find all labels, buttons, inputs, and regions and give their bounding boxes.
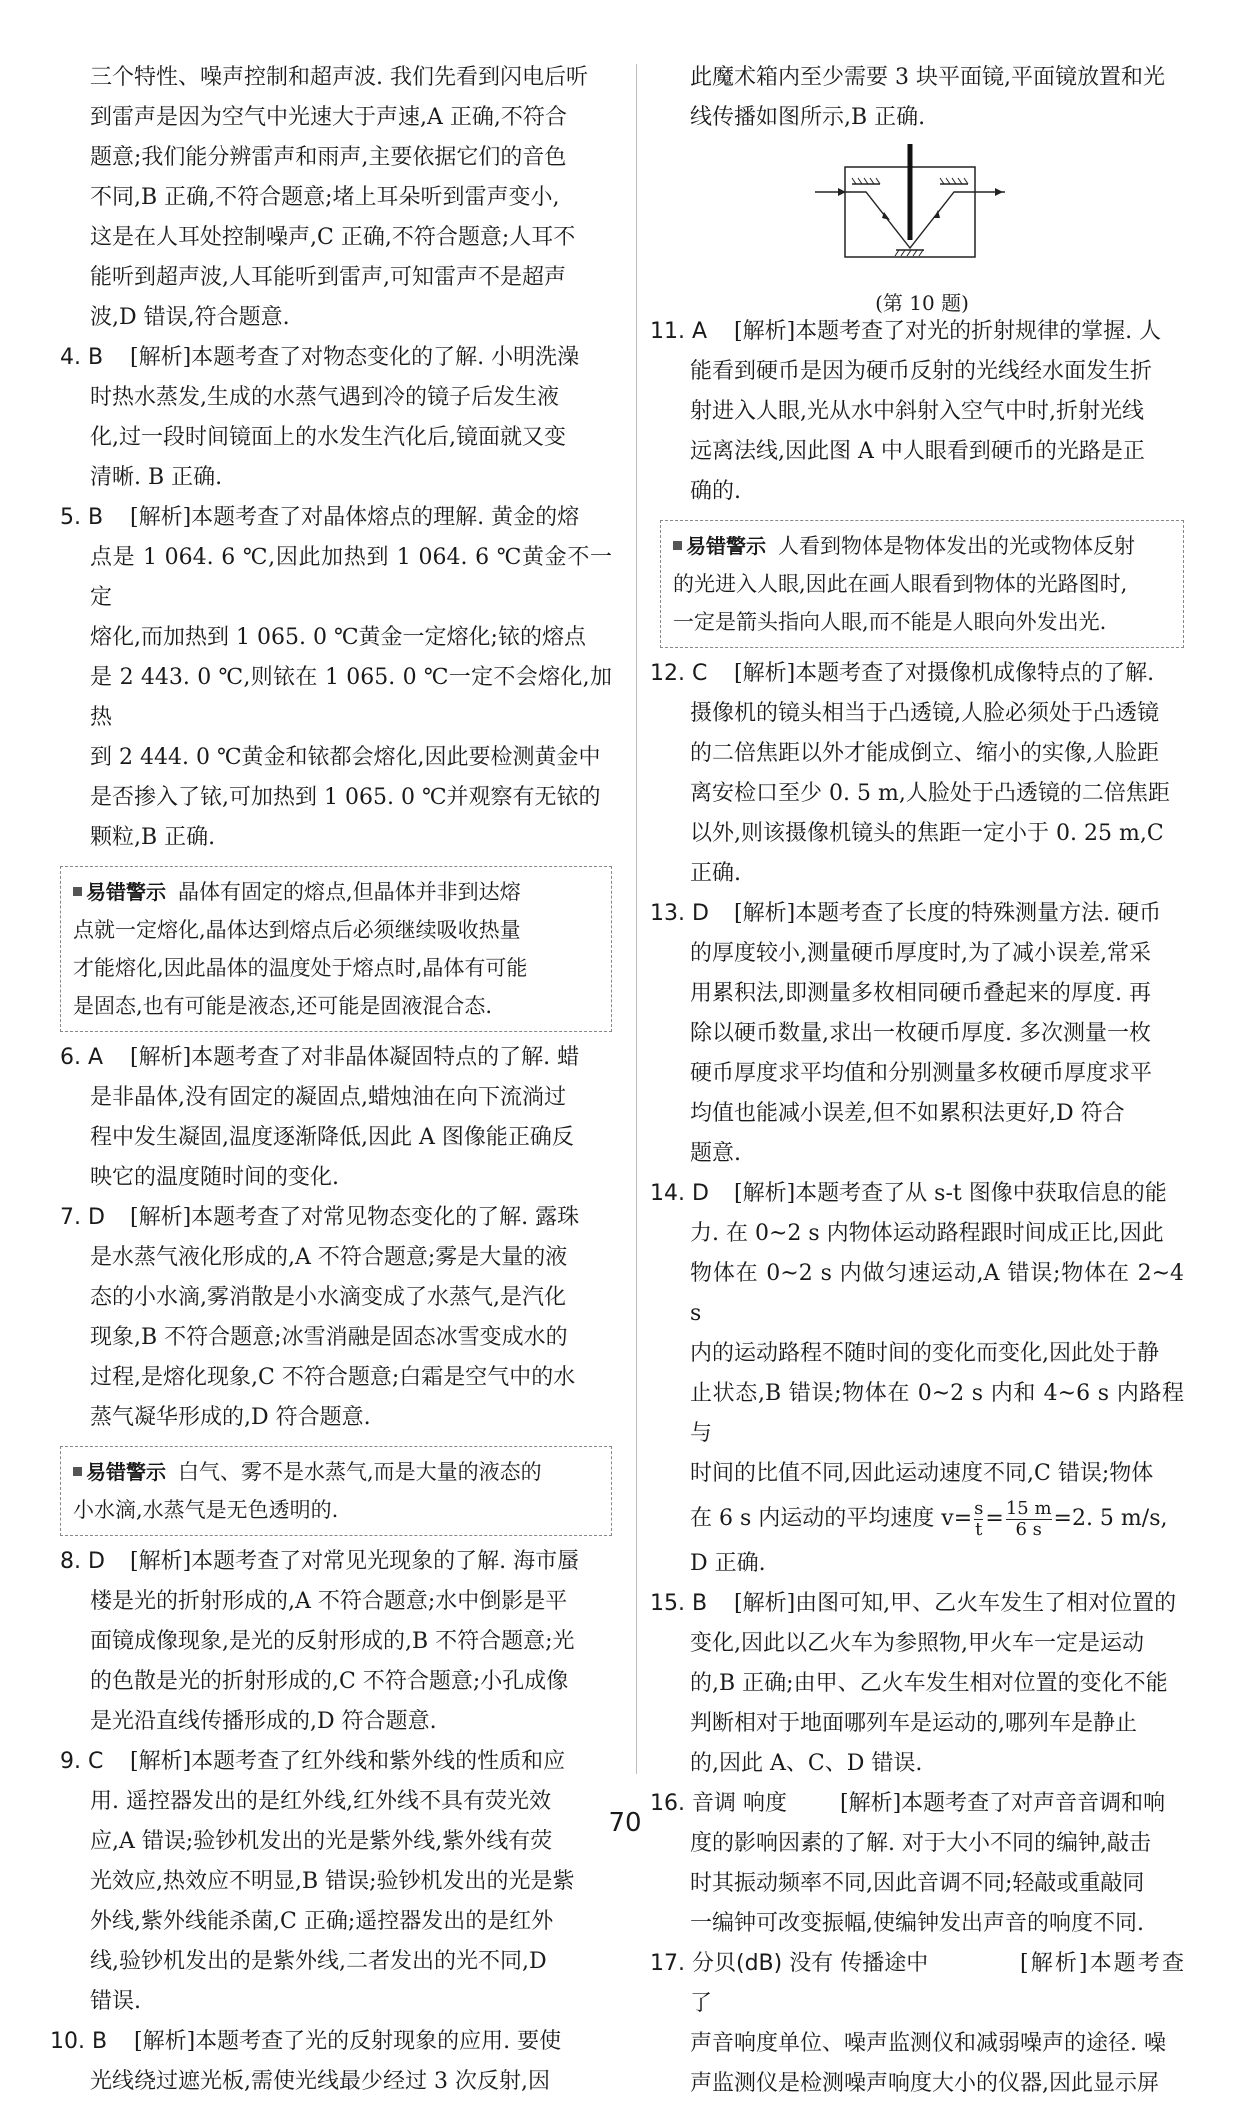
text-line: 时热水蒸发,生成的水蒸气遇到冷的镜子后发生液 bbox=[90, 385, 559, 410]
text-line: 的,B 正确;由甲、乙火车发生相对位置的变化不能 bbox=[690, 1671, 1168, 1696]
text-line: 面镜成像现象,是光的反射形成的,B 不符合题意;光 bbox=[90, 1629, 575, 1654]
text-line: 光效应,热效应不明显,B 错误;验钞机发出的光是紫 bbox=[90, 1869, 575, 1894]
answer-number: 4. B bbox=[60, 345, 104, 370]
text-line: 能看到硬币是因为硬币反射的光线经水面发生折 bbox=[690, 359, 1153, 384]
equals-sign: = bbox=[985, 1506, 1004, 1531]
intro-paragraph bbox=[60, 58, 612, 338]
analysis-tag: [解析] bbox=[130, 1045, 192, 1070]
answer-number: 17. 分贝(dB) 没有 传播途中 bbox=[650, 1951, 929, 1976]
warning-line: 一定是箭头指向人眼,而不能是人眼向外发出光. bbox=[673, 610, 1107, 634]
answer-number: 9. C bbox=[60, 1749, 104, 1774]
answer-number: 10. B bbox=[50, 2029, 108, 2054]
answer-item-10 bbox=[50, 2022, 612, 2102]
warning-line: 小水滴,水蒸气是无色透明的. bbox=[73, 1498, 339, 1522]
answer-item-5 bbox=[60, 498, 612, 858]
text-line: 射进入人眼,光从水中斜射入空气中时,折射光线 bbox=[690, 399, 1144, 424]
text-line: 题意. bbox=[690, 1141, 741, 1166]
text-line: 变化,因此以乙火车为参照物,甲火车一定是运动 bbox=[690, 1631, 1144, 1656]
text-line: 本题考查了长度的特殊测量方法. 硬币 bbox=[795, 901, 1162, 926]
analysis-tag: [解析] bbox=[734, 901, 796, 926]
answer-item-11 bbox=[650, 312, 1184, 512]
square-bullet-icon bbox=[73, 887, 82, 896]
text-line: 内的运动路程不随时间的变化而变化,因此处于静 bbox=[690, 1341, 1159, 1366]
warning-title: 易错警示 bbox=[686, 534, 766, 558]
answer-number: 5. B bbox=[60, 505, 104, 530]
analysis-tag: [解析] bbox=[734, 1591, 796, 1616]
answer-item-4 bbox=[60, 338, 612, 498]
text-line: 态的小水滴,雾消散是小水滴变成了水蒸气,是汽化 bbox=[90, 1285, 566, 1310]
text-line: 线传播如图所示,B 正确. bbox=[690, 105, 926, 130]
warning-line: 白气、雾不是水蒸气,而是大量的液态的 bbox=[178, 1460, 542, 1484]
text-line: 的,因此 A、C、D 错误. bbox=[690, 1751, 923, 1776]
answer-number: 7. D bbox=[60, 1205, 105, 1230]
magic-box-diagram bbox=[810, 142, 1010, 282]
text-line: 硬币厚度求平均值和分别测量多枚硬币厚度求平 bbox=[690, 1061, 1153, 1086]
text-line: D 正确. bbox=[690, 1551, 766, 1576]
text-line: 一编钟可改变振幅,使编钟发出声音的响度不同. bbox=[690, 1911, 1144, 1936]
analysis-tag: [解析] bbox=[840, 1791, 902, 1816]
text-line: 本题考查了对摄像机成像特点的了解. bbox=[795, 661, 1155, 686]
text-line: 摄像机的镜头相当于凸透镜,人脸必须处于凸透镜 bbox=[690, 701, 1159, 726]
text-line: 判断相对于地面哪列车是运动的,哪列车是静止 bbox=[690, 1711, 1137, 1736]
text-line: 是水蒸气液化形成的,A 不符合题意;雾是大量的液 bbox=[90, 1245, 568, 1270]
text-line: 由图可知,甲、乙火车发生了相对位置的 bbox=[795, 1591, 1177, 1616]
text-line: 是非晶体,没有固定的凝固点,蜡烛油在向下流淌过 bbox=[90, 1085, 566, 1110]
text-line: 光线绕过遮光板,需使光线最少经过 3 次反射,因 bbox=[90, 2069, 550, 2094]
text-line: 颗粒,B 正确. bbox=[90, 825, 216, 850]
text-line: 是 2 443. 0 ℃,则铱在 1 065. 0 ℃一定不会熔化,加热 bbox=[90, 665, 612, 730]
answer-item-17 bbox=[650, 1944, 1184, 2104]
text-line: 远离法线,因此图 A 中人眼看到硬币的光路是正 bbox=[690, 439, 1145, 464]
text-line: 不同,B 正确,不符合题意;堵上耳朵听到雷声变小, bbox=[90, 185, 560, 210]
text-line: 止状态,B 错误;物体在 0~2 s 内和 4~6 s 内路程与 bbox=[690, 1381, 1184, 1446]
text-line: 力. 在 0~2 s 内物体运动路程跟时间成正比,因此 bbox=[690, 1221, 1164, 1246]
text-line: 除以硬币数量,求出一枚硬币厚度. 多次测量一枚 bbox=[690, 1021, 1151, 1046]
right-column bbox=[650, 58, 1184, 2104]
formula-prefix: 在 6 s 内运动的平均速度 v= bbox=[690, 1506, 973, 1531]
answer-item-7 bbox=[60, 1198, 612, 1438]
warning-line: 晶体有固定的熔点,但晶体并非到达熔 bbox=[178, 880, 521, 904]
page-number: 70 bbox=[608, 1808, 642, 1838]
fraction-s-over-t bbox=[974, 1499, 983, 1540]
text-line: 本题考查了 bbox=[690, 1951, 1184, 2016]
text-line: 波,D 错误,符合题意. bbox=[90, 305, 290, 330]
text-line: 能听到超声波,人耳能听到雷声,可知雷声不是超声 bbox=[90, 265, 566, 290]
warning-line: 人看到物体是物体发出的光或物体反射 bbox=[778, 534, 1135, 558]
text-line: 以外,则该摄像机镜头的焦距一定小于 0. 25 m,C bbox=[690, 821, 1164, 846]
left-column bbox=[50, 58, 612, 2102]
text-line: 用累积法,即测量多枚相同硬币叠起来的厚度. 再 bbox=[690, 981, 1151, 1006]
text-line: 本题考查了对晶体熔点的理解. 黄金的熔 bbox=[191, 505, 580, 530]
answer-number: 11. A bbox=[650, 319, 708, 344]
square-bullet-icon bbox=[73, 1467, 82, 1476]
answer-number: 13. D bbox=[650, 901, 709, 926]
text-line: 本题考查了对常见物态变化的了解. 露珠 bbox=[191, 1205, 580, 1230]
answer-number: 16. 音调 响度 bbox=[650, 1791, 787, 1816]
text-line: 物体在 0~2 s 内做匀速运动,A 错误;物体在 2~4 s bbox=[690, 1261, 1184, 1326]
text-line: 时其振动频率不同,因此音调不同;轻敲或重敲同 bbox=[690, 1871, 1145, 1896]
text-line: 熔化,而加热到 1 065. 0 ℃黄金一定熔化;铱的熔点 bbox=[90, 625, 586, 650]
answer-item-15 bbox=[650, 1584, 1184, 1784]
text-line: 本题考查了从 s-t 图像中获取信息的能 bbox=[795, 1181, 1167, 1206]
text-line: 这是在人耳处控制噪声,C 正确,不符合题意;人耳不 bbox=[90, 225, 576, 250]
analysis-tag: [解析] bbox=[130, 1205, 192, 1230]
text-line: 均值也能减小误差,但不如累积法更好,D 符合 bbox=[690, 1101, 1125, 1126]
answer-item-8 bbox=[60, 1542, 612, 1742]
text-line: 线,验钞机发出的是紫外线,二者发出的光不同,D bbox=[90, 1949, 547, 1974]
warning-title: 易错警示 bbox=[86, 1460, 166, 1484]
column-divider bbox=[636, 64, 637, 1774]
answer-item-13 bbox=[650, 894, 1184, 1174]
analysis-tag: [解析] bbox=[134, 2029, 196, 2054]
formula-line bbox=[690, 1494, 1184, 1544]
text-line: 楼是光的折射形成的,A 不符合题意;水中倒影是平 bbox=[90, 1589, 568, 1614]
answer-number: 8. D bbox=[60, 1549, 105, 1574]
analysis-tag: [解析] bbox=[130, 505, 192, 530]
text-line: 声音响度单位、噪声监测仪和减弱噪声的途径. 噪 bbox=[690, 2031, 1166, 2056]
text-line: 过程,是熔化现象,C 不符合题意;白霜是空气中的水 bbox=[90, 1365, 576, 1390]
text-line: 本题考查了红外线和紫外线的性质和应 bbox=[191, 1749, 566, 1774]
answer-number: 6. A bbox=[60, 1045, 104, 1070]
text-line: 此魔术箱内至少需要 3 块平面镜,平面镜放置和光 bbox=[690, 65, 1165, 90]
analysis-tag: [解析] bbox=[1020, 1951, 1088, 1976]
text-line: 点是 1 064. 6 ℃,因此加热到 1 064. 6 ℃黄金不一定 bbox=[90, 545, 612, 610]
text-line: 的厚度较小,测量硬币厚度时,为了减小误差,常采 bbox=[690, 941, 1151, 966]
answer-item-9 bbox=[60, 1742, 612, 2022]
text-line: 到雷声是因为空气中光速大于声速,A 正确,不符合 bbox=[90, 105, 567, 130]
warning-title: 易错警示 bbox=[86, 880, 166, 904]
warning-line: 才能熔化,因此晶体的温度处于熔点时,晶体有可能 bbox=[73, 956, 528, 980]
text-line: 用. 遥控器发出的是红外线,红外线不具有荧光效 bbox=[90, 1789, 551, 1814]
error-warning-box bbox=[660, 520, 1184, 648]
answer-number: 12. C bbox=[650, 661, 708, 686]
text-line: 蒸气凝华形成的,D 符合题意. bbox=[90, 1405, 371, 1430]
analysis-tag: [解析] bbox=[734, 319, 796, 344]
text-line: 清晰. B 正确. bbox=[90, 465, 223, 490]
fraction-denominator: t bbox=[975, 1518, 983, 1540]
analysis-tag: [解析] bbox=[734, 1181, 796, 1206]
square-bullet-icon bbox=[673, 541, 682, 550]
text-line: 题意;我们能分辨雷声和雨声,主要依据它们的音色 bbox=[90, 145, 567, 170]
answer-number: 14. D bbox=[650, 1181, 709, 1206]
text-line: 是否掺入了铱,可加热到 1 065. 0 ℃并观察有无铱的 bbox=[90, 785, 601, 810]
q10-continued bbox=[660, 58, 1184, 138]
text-line: 三个特性、噪声控制和超声波. 我们先看到闪电后听 bbox=[90, 65, 588, 90]
figure-q10 bbox=[660, 142, 1184, 315]
fraction-numerator: 15 m bbox=[1005, 1497, 1052, 1519]
text-line: 程中发生凝固,温度逐渐降低,因此 A 图像能正确反 bbox=[90, 1125, 574, 1150]
text-line: 本题考查了对光的折射规律的掌握. 人 bbox=[795, 319, 1162, 344]
error-warning-box bbox=[60, 1446, 612, 1536]
formula-suffix: =2. 5 m/s, bbox=[1053, 1506, 1168, 1531]
text-line: 现象,B 不符合题意;冰雪消融是固态冰雪变成水的 bbox=[90, 1325, 568, 1350]
answer-item-14 bbox=[650, 1174, 1184, 1584]
text-line: 本题考查了对常见光现象的了解. 海市蜃 bbox=[191, 1549, 580, 1574]
text-line: 本题考查了对物态变化的了解. 小明洗澡 bbox=[191, 345, 580, 370]
analysis-tag: [解析] bbox=[130, 1549, 192, 1574]
warning-line: 是固态,也有可能是液态,还可能是固液混合态. bbox=[73, 994, 493, 1018]
warning-line: 的光进入人眼,因此在画人眼看到物体的光路图时, bbox=[673, 572, 1128, 596]
fraction-numerator: s bbox=[974, 1497, 984, 1519]
text-line: 确的. bbox=[690, 479, 741, 504]
text-line: 的二倍焦距以外才能成倒立、缩小的实像,人脸距 bbox=[690, 741, 1159, 766]
fraction-denominator: 6 s bbox=[1006, 1519, 1052, 1540]
text-line: 本题考查了对声音音调和响 bbox=[901, 1791, 1166, 1816]
analysis-tag: [解析] bbox=[130, 345, 192, 370]
error-warning-box bbox=[60, 866, 612, 1032]
analysis-tag: [解析] bbox=[734, 661, 796, 686]
text-line: 本题考查了光的反射现象的应用. 要使 bbox=[195, 2029, 562, 2054]
text-line: 时间的比值不同,因此运动速度不同,C 错误;物体 bbox=[690, 1461, 1154, 1486]
answer-item-6 bbox=[60, 1038, 612, 1198]
analysis-tag: [解析] bbox=[130, 1749, 192, 1774]
answer-item-12 bbox=[650, 654, 1184, 894]
text-line: 应,A 错误;验钞机发出的光是紫外线,紫外线有荧 bbox=[90, 1829, 553, 1854]
text-line: 到 2 444. 0 ℃黄金和铱都会熔化,因此要检测黄金中 bbox=[90, 745, 601, 770]
warning-line: 点就一定熔化,晶体达到熔点后必须继续吸收热量 bbox=[73, 918, 521, 942]
text-line: 化,过一段时间镜面上的水发生汽化后,镜面就又变 bbox=[90, 425, 566, 450]
text-line: 映它的温度随时间的变化. bbox=[90, 1165, 339, 1190]
text-line: 正确. bbox=[690, 861, 741, 886]
figure-caption: (第 10 题) bbox=[875, 291, 969, 315]
answer-number: 15. B bbox=[650, 1591, 708, 1616]
text-line: 度的影响因素的了解. 对于大小不同的编钟,敲击 bbox=[690, 1831, 1151, 1856]
text-line: 的色散是光的折射形成的,C 不符合题意;小孔成像 bbox=[90, 1669, 569, 1694]
text-line: 外线,紫外线能杀菌,C 正确;遥控器发出的是红外 bbox=[90, 1909, 554, 1934]
text-line: 离安检口至少 0. 5 m,人脸处于凸透镜的二倍焦距 bbox=[690, 781, 1170, 806]
text-line: 声监测仪是检测噪声响度大小的仪器,因此显示屏 bbox=[690, 2071, 1159, 2096]
text-line: 是光沿直线传播形成的,D 符合题意. bbox=[90, 1709, 437, 1734]
text-line: 本题考查了对非晶体凝固特点的了解. 蜡 bbox=[191, 1045, 580, 1070]
fraction-distance-over-time bbox=[1006, 1499, 1052, 1540]
text-line: 错误. bbox=[90, 1989, 141, 2014]
